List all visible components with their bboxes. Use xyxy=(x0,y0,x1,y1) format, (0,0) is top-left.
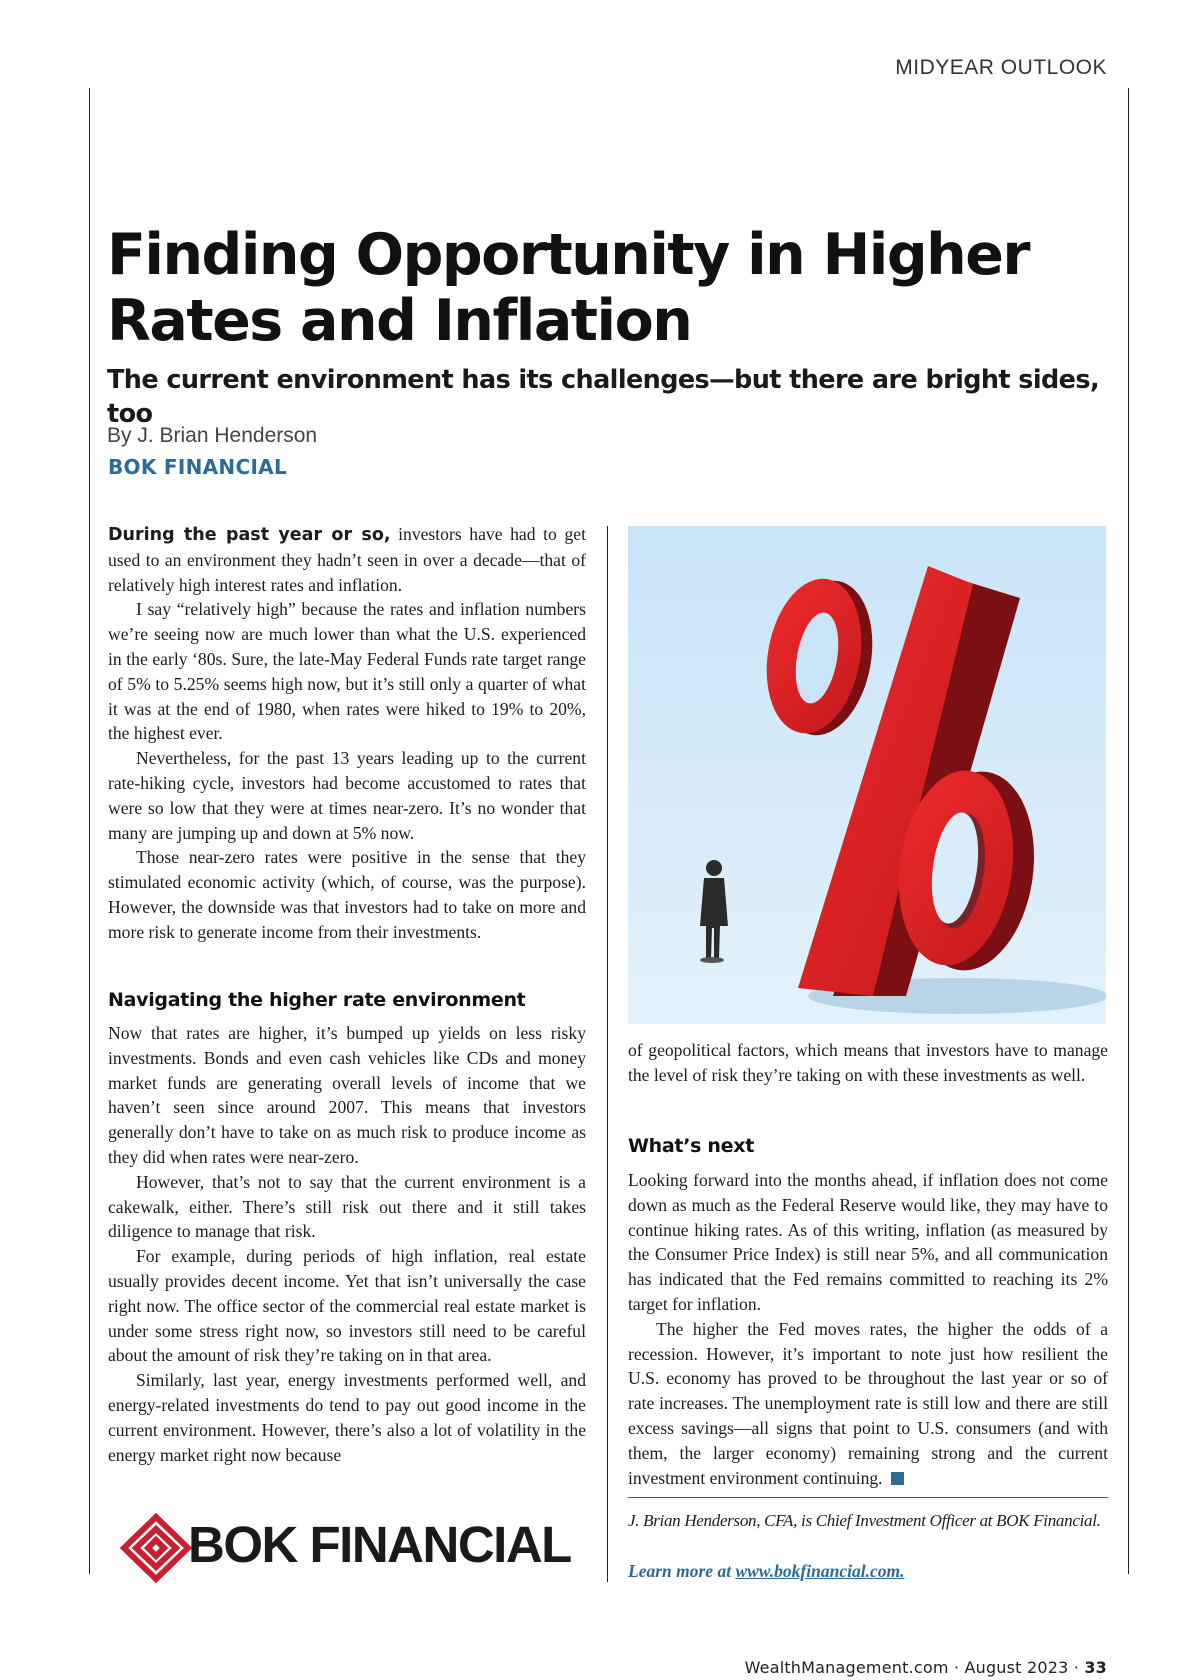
paragraph-1: During the past year or so, investors have had to get used to an environment they hadn’t seen in over a decade—that of relatively high interest rates and inflation. xyxy=(108,524,586,595)
bio-divider xyxy=(628,1497,1108,1498)
paragraph-7: For example, during periods of high inflation, real estate usually provides decent income. Yet that isn’t universally the case right now. The office sector of the commercial real estate market is under some stress right now, so investors still need to be careful about the amount of risk they’re taking on in that area. xyxy=(108,1246,586,1366)
body-column-right-top xyxy=(628,1038,1108,1088)
bok-logo-mark-icon xyxy=(120,1513,192,1583)
percent-sign-photo xyxy=(628,526,1106,1024)
article-title: Finding Opportunity in Higher Rates and Inflation xyxy=(107,222,1029,354)
body-column-right-bottom xyxy=(628,1168,1108,1490)
paragraph-9: of geopolitical factors, which means that investors have to manage the level of risk they’re taking on with these investments as well. xyxy=(628,1040,1108,1085)
paragraph-2: I say “relatively high” because the rates and inflation numbers we’re seeing now are much lower than what the U.S. experienced in the early ‘80s. Sure, the late-May Federal Funds rate target range of 5% to 5.25% seems high now, but it’s still only a quarter of what it was at the end of 1980, when rates were hiked to 19% to 20%, the highest ever. xyxy=(108,599,586,744)
company-name: BOK FINANCIAL xyxy=(108,455,288,479)
author-bio: J. Brian Henderson, CFA, is Chief Investment Officer at BOK Financial. xyxy=(628,1511,1101,1530)
page-number: 33 xyxy=(1084,1658,1107,1677)
lead-in: During the past year or so, xyxy=(108,525,391,545)
bok-financial-logo xyxy=(120,1513,580,1583)
subhead-whats-next: What’s next xyxy=(628,1135,754,1157)
paragraph-6: However, that’s not to say that the current environment is a cakewalk, either. There’s still risk out there and it still takes diligence to manage that risk. xyxy=(108,1171,586,1242)
square-end-mark-icon xyxy=(891,1472,904,1485)
paragraph-5: Now that rates are higher, it’s bumped up yields on less risky investments. Bonds and even cash vehicles like CDs and money market funds are generating overall levels of income that we haven’t seen since around 2007. This means that investors generally don’t have to take on as much risk to produce income as they did when rates were near-zero. xyxy=(108,1023,586,1167)
logo-wordmark: BOK FINANCIAL xyxy=(188,1516,571,1573)
subhead-navigating: Navigating the higher rate environment xyxy=(108,989,526,1011)
body-column-left-top xyxy=(108,522,586,945)
bok-website-link[interactable]: www.bokfinancial.com. xyxy=(735,1561,905,1581)
body-column-left-bottom xyxy=(108,1021,586,1467)
paragraph-3: Nevertheless, for the past 13 years leading up to the current rate-hiking cycle, investors had become accustomed to rates that were so low that they were at times near-zero. It’s no wonder that many are jumping up and down at 5% now. xyxy=(108,748,586,843)
byline: By J. Brian Henderson xyxy=(107,424,318,447)
learn-more: Learn more at www.bokfinancial.com. xyxy=(628,1561,905,1581)
column-divider xyxy=(607,526,608,1582)
paragraph-10: Looking forward into the months ahead, if inflation does not come down as much as the Federal Reserve would like, they may have to continue hiking rates. As of this writing, inflation (as measured by the Consumer Price Index) is still near 5%, and all communication has indicated that the Fed remains committed to reaching its 2% target for inflation. xyxy=(628,1170,1108,1314)
article-subtitle: The current environment has its challenges—but there are bright sides, too xyxy=(107,365,1100,429)
paragraph-4: Those near-zero rates were positive in the sense that they stimulated economic activity (which, of course, was the purpose). However, the downside was that investors had to take on more and more risk to generate income from their investments. xyxy=(108,847,586,942)
section-label: MIDYEAR OUTLOOK xyxy=(895,56,1107,79)
left-border-rule xyxy=(89,88,90,1574)
paragraph-8: Similarly, last year, energy investments performed well, and energy-related investments do tend to pay out good income in the current environment. However, there’s also a lot of volatility in the energy market right now because xyxy=(108,1370,586,1465)
right-border-rule xyxy=(1128,88,1129,1574)
paragraph-11: The higher the Fed moves rates, the higher the odds of a recession. However, it’s important to note just how resilient the U.S. economy has proved to be throughout the last year or so of rate increases. The unemployment rate is still low and there are still excess savings—all signs that point to U.S. consumers (and with them, the larger economy) remaining strong and the current investment environment continuing. xyxy=(628,1318,1108,1488)
page-footer: WealthManagement.com · August 2023 · 33 xyxy=(744,1658,1107,1677)
